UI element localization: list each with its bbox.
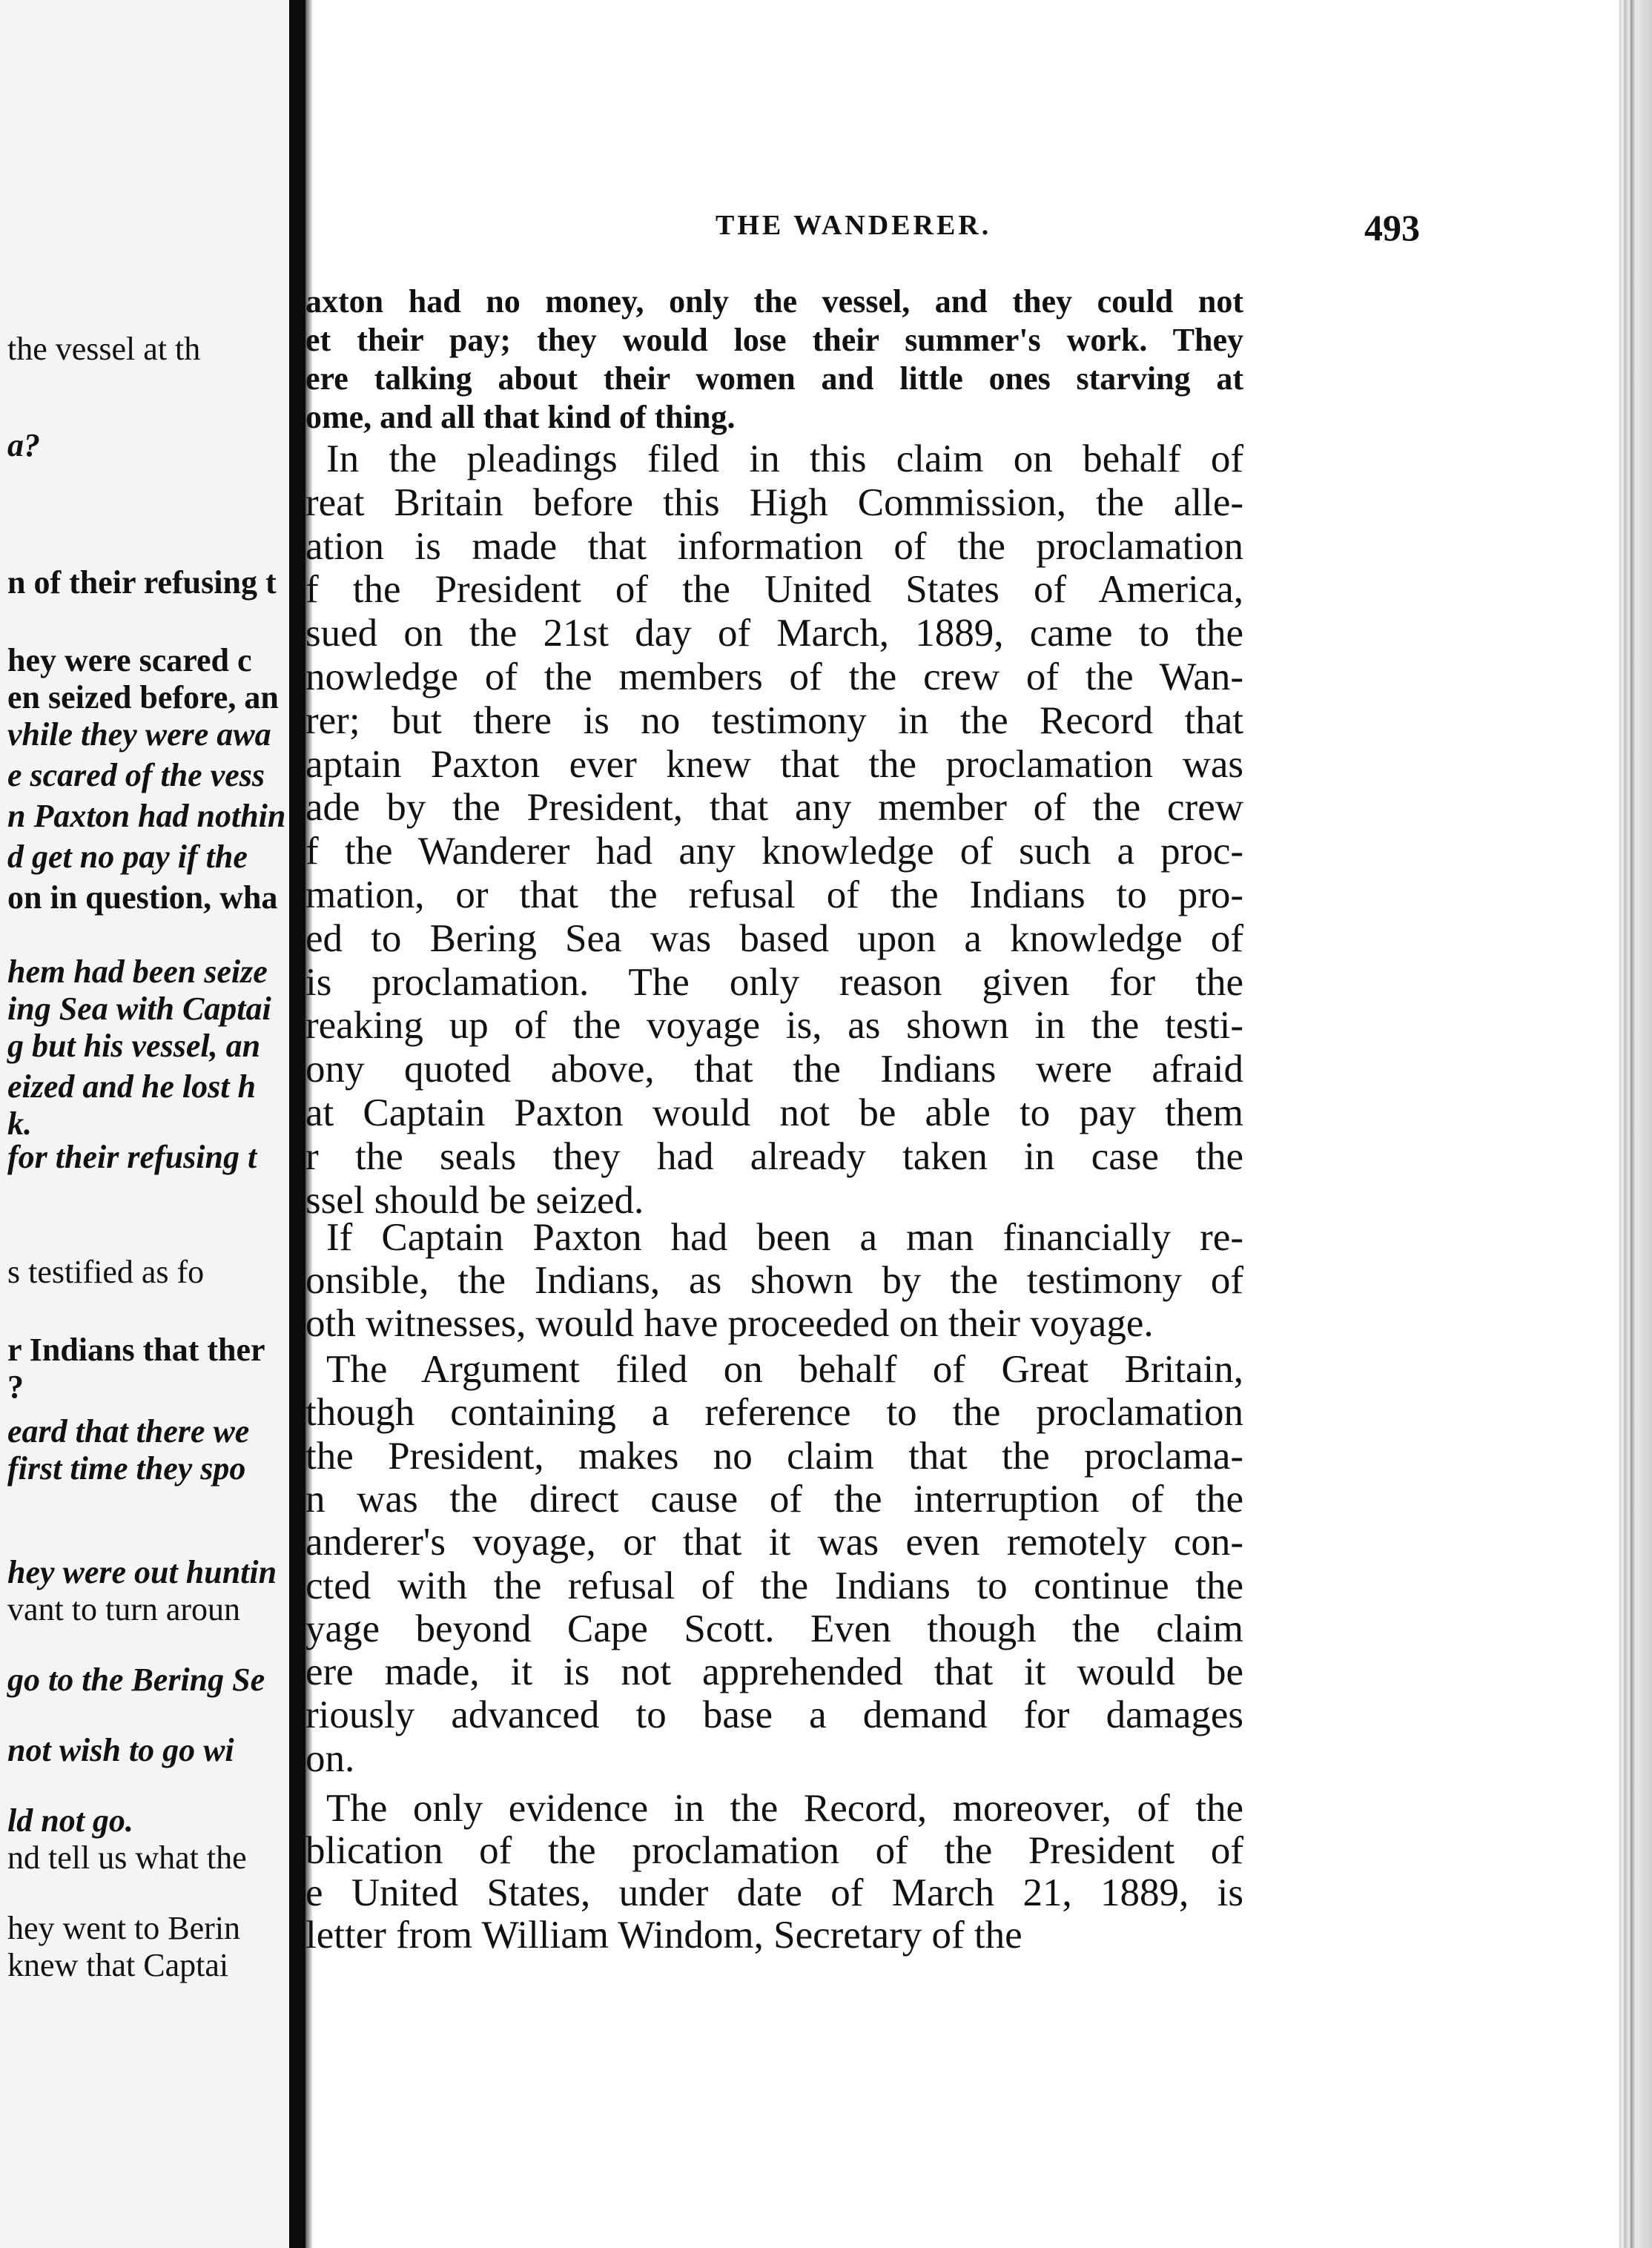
- paragraph-line: cted with the refusal of the Indians to continue the: [305, 1564, 1243, 1607]
- left-page-line: ing Sea with Captai: [7, 991, 271, 1027]
- page-edge: [1610, 0, 1652, 2248]
- paragraph-line: ony quoted above, that the Indians were afraid: [305, 1048, 1243, 1091]
- left-page-line: e scared of the vess: [7, 757, 265, 793]
- paragraph-line: ssel should be seized.: [305, 1178, 644, 1222]
- paragraph-line: n was the direct cause of the interruption of the: [305, 1477, 1243, 1521]
- left-page-line: n Paxton had nothin: [7, 798, 286, 834]
- paragraph-line: f the Wanderer had any knowledge of such a proc-: [305, 830, 1243, 873]
- paragraph-line: The only evidence in the Record, moreover, of the: [326, 1787, 1243, 1830]
- left-page-line: for their refusing t: [7, 1139, 257, 1175]
- left-page-line: hey were scared c: [7, 642, 252, 678]
- left-page-line: d get no pay if the: [7, 839, 248, 875]
- paragraph-line: though containing a reference to the proclamation: [305, 1391, 1243, 1435]
- left-page-line: eard that there we: [7, 1413, 250, 1449]
- paragraph-line: mation, or that the refusal of the Indians to pro-: [305, 873, 1243, 916]
- left-page-line: hey were out huntin: [7, 1554, 277, 1590]
- paragraph-line: sued on the 21st day of March, 1889, came to the: [305, 612, 1243, 655]
- left-page-line: first time they spo: [7, 1450, 246, 1487]
- paragraph-line: letter from William Windom, Secretary of the: [305, 1914, 1022, 1957]
- left-page-line: vhile they were awa: [7, 716, 271, 753]
- quoted-testimony-line: et their pay; they would lose their summer's work. They: [305, 322, 1243, 358]
- paragraph-line: blication of the proclamation of the President of: [305, 1829, 1243, 1872]
- paragraph-line: ed to Bering Sea was based upon a knowledge of: [305, 916, 1243, 960]
- paragraph-line: rer; but there is no testimony in the Record that: [305, 698, 1243, 742]
- left-page-line: go to the Bering Se: [7, 1662, 265, 1698]
- paragraph-line: ade by the President, that any member of the crew: [305, 786, 1243, 830]
- left-facing-page: [0, 0, 293, 2248]
- left-page-line: n of their refusing t: [7, 564, 277, 601]
- paragraph-line: onsible, the Indians, as shown by the testimony of: [305, 1259, 1243, 1302]
- left-page-line: knew that Captai: [7, 1947, 229, 1983]
- left-page-line: hey went to Berin: [7, 1910, 241, 1946]
- left-page-line: vant to turn aroun: [7, 1591, 241, 1627]
- paragraph-line: riously advanced to base a demand for damages: [305, 1693, 1243, 1737]
- page-number: 493: [1364, 207, 1420, 248]
- quoted-testimony-line: axton had no money, only the vessel, and they could not: [305, 283, 1243, 320]
- left-page-line: ?: [7, 1369, 24, 1405]
- left-page-line: ld not go.: [7, 1802, 133, 1839]
- left-page-line: hem had been seize: [7, 953, 268, 990]
- paragraph-line: yage beyond Cape Scott. Even though the claim: [305, 1607, 1243, 1650]
- paragraph-line: oth witnesses, would have proceeded on their voyage.: [305, 1302, 1154, 1345]
- left-page-line: eized and he lost h: [7, 1068, 256, 1105]
- paragraph-line: In the pleadings filed in this claim on behalf of: [326, 437, 1243, 480]
- left-page-line: g but his vessel, an: [7, 1028, 261, 1064]
- paragraph-line: The Argument filed on behalf of Great Britain,: [326, 1348, 1243, 1391]
- paragraph-line: aptain Paxton ever knew that the proclamation was: [305, 742, 1243, 786]
- paragraph-line: at Captain Paxton would not be able to pay them: [305, 1091, 1243, 1134]
- paragraph-line: reat Britain before this High Commission, the alle-: [305, 480, 1243, 524]
- paragraph-line: ere made, it is not apprehended that it would be: [305, 1650, 1243, 1694]
- left-page-line: nd tell us what the: [7, 1839, 247, 1876]
- paragraph-line: nowledge of the members of the crew of the Wan-: [305, 655, 1243, 698]
- left-page-line: en seized before, an: [7, 679, 279, 715]
- left-page-line: a?: [7, 427, 40, 463]
- book-gutter: [289, 0, 305, 2248]
- paragraph-line: the President, makes no claim that the proclama-: [305, 1434, 1243, 1478]
- paragraph-line: anderer's voyage, or that it was even remotely con-: [305, 1521, 1243, 1564]
- paragraph-line: If Captain Paxton had been a man financially re-: [326, 1216, 1243, 1259]
- left-page-line: on in question, wha: [7, 879, 278, 916]
- paragraph-line: reaking up of the voyage is, as shown in the testi-: [305, 1004, 1243, 1048]
- paragraph-line: on.: [305, 1736, 355, 1780]
- quoted-testimony-line: ome, and all that kind of thing.: [305, 399, 736, 435]
- paragraph-line: r the seals they had already taken in case the: [305, 1134, 1243, 1178]
- left-page-line: s testified as fo: [7, 1254, 205, 1290]
- paragraph-line: ation is made that information of the proclamation: [305, 524, 1243, 568]
- paragraph-line: is proclamation. The only reason given for the: [305, 960, 1243, 1004]
- left-page-line: r Indians that ther: [7, 1332, 265, 1368]
- paragraph-line: f the President of the United States of America,: [305, 568, 1243, 612]
- left-page-line: the vessel at th: [7, 331, 201, 367]
- quoted-testimony-line: ere talking about their women and little ones starving at: [305, 360, 1243, 397]
- left-page-line: k.: [7, 1105, 32, 1142]
- left-page-line: not wish to go wi: [7, 1732, 234, 1768]
- running-title: THE WANDERER.: [716, 210, 992, 241]
- paragraph-line: e United States, under date of March 21, 1889, is: [305, 1871, 1243, 1914]
